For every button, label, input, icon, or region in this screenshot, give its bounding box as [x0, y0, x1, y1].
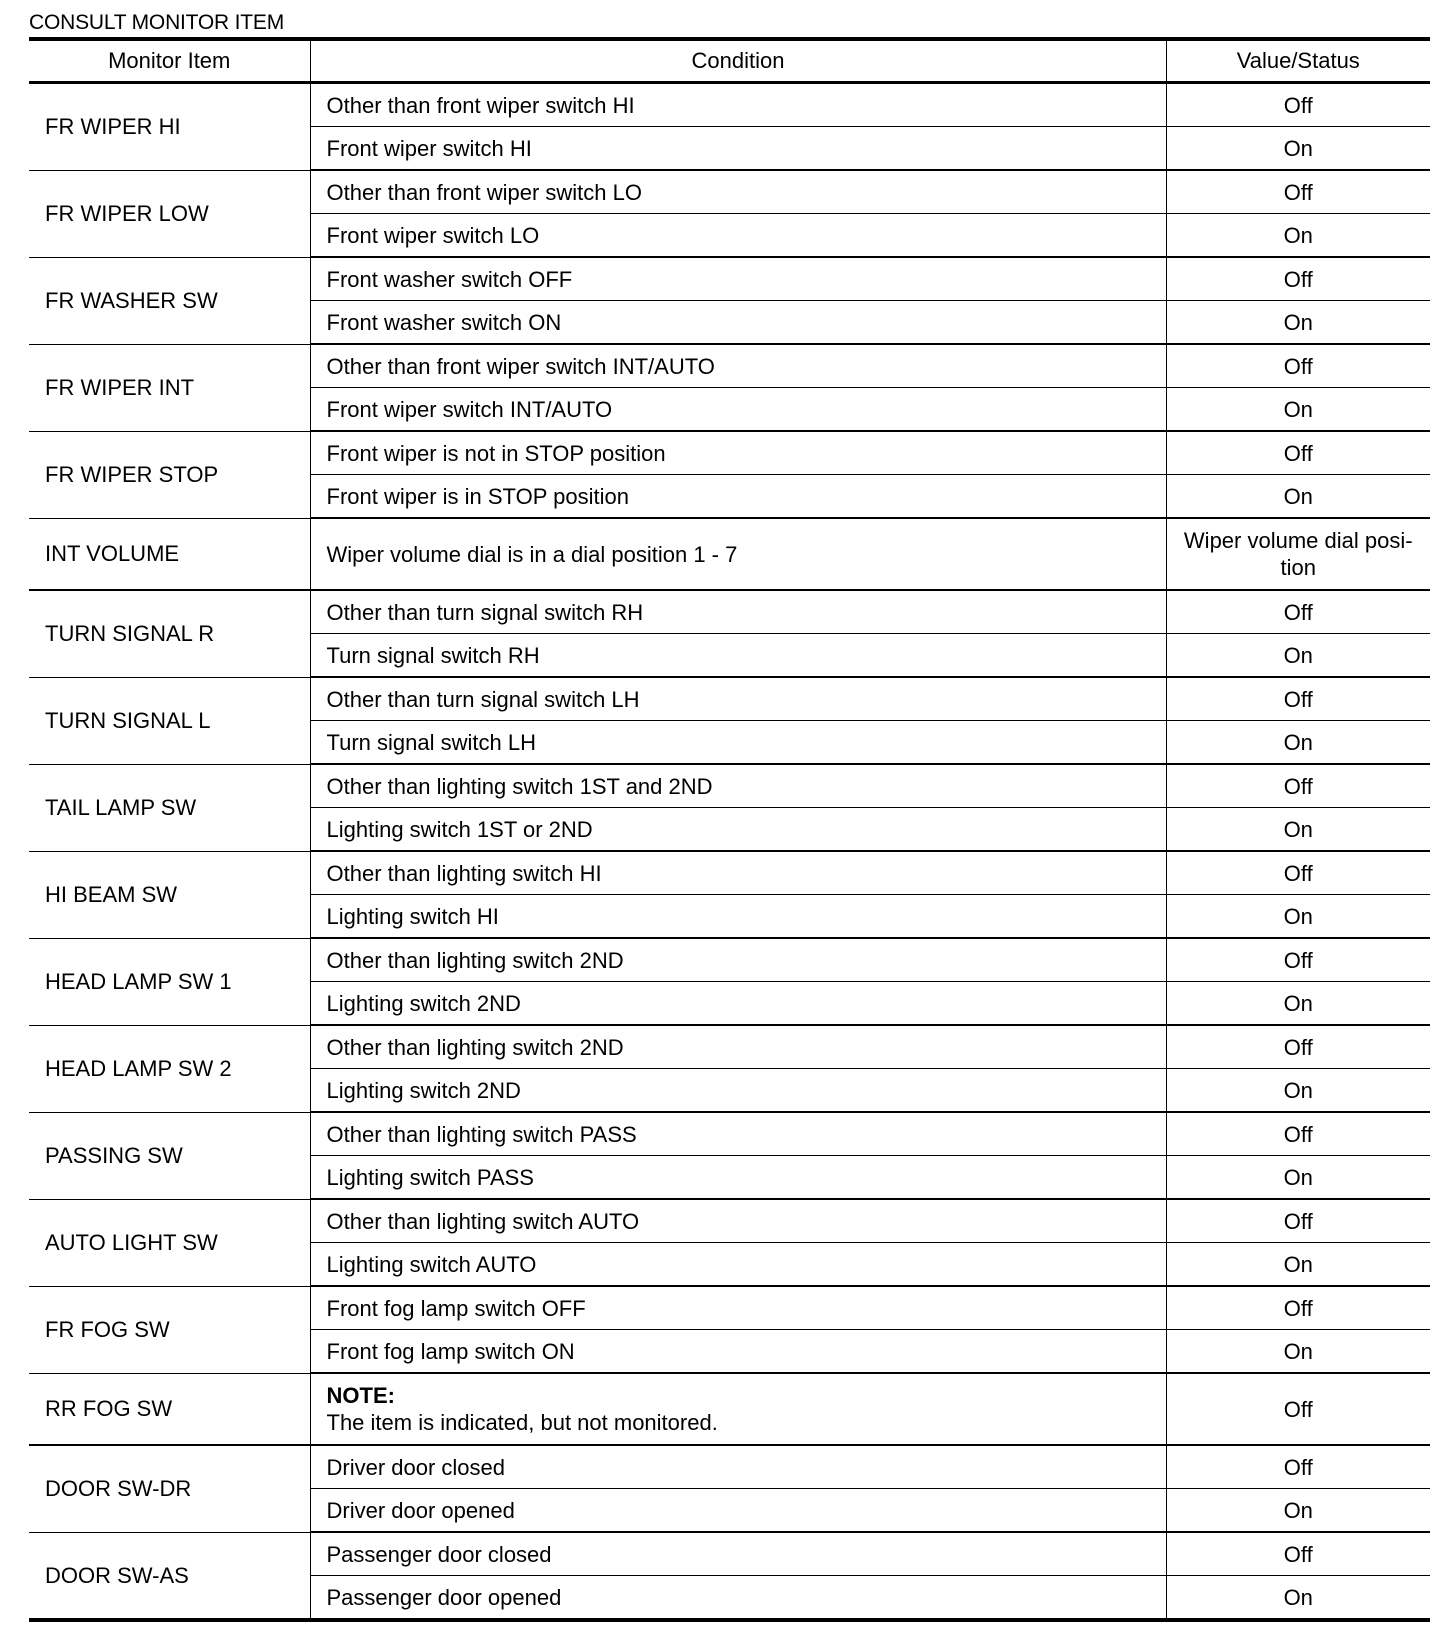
condition-cell: Other than front wiper switch LO	[310, 170, 1166, 214]
value-status-cell: On	[1166, 634, 1430, 678]
table-row	[29, 938, 1430, 982]
table-row	[29, 764, 1430, 808]
value-status-cell: Off	[1166, 83, 1430, 127]
table-row	[29, 431, 1430, 475]
monitor-item-cell: RR FOG SW	[29, 1373, 310, 1445]
condition-cell: Other than turn signal switch RH	[310, 590, 1166, 634]
value-status-cell: On	[1166, 1069, 1430, 1113]
condition-cell: Other than lighting switch 1ST and 2ND	[310, 764, 1166, 808]
table-row	[29, 83, 1430, 127]
condition-cell: Other than front wiper switch INT/AUTO	[310, 344, 1166, 388]
table-caption: CONSULT MONITOR ITEM	[29, 11, 285, 34]
value-status-cell: Off	[1166, 257, 1430, 301]
condition-cell: Passenger door closed	[310, 1532, 1166, 1576]
table-row	[29, 170, 1430, 214]
table-row	[29, 1199, 1430, 1243]
value-status-cell: Off	[1166, 431, 1430, 475]
monitor-item-cell: HI BEAM SW	[29, 851, 310, 938]
note-text: The item is indicated, but not monitored.	[326, 1410, 718, 1435]
table-row	[29, 677, 1430, 721]
table-row	[29, 1532, 1430, 1576]
value-status-cell: Wiper volume dial posi-tion	[1166, 518, 1430, 590]
table-row	[29, 1373, 1430, 1445]
table-row	[29, 257, 1430, 301]
value-status-cell: On	[1166, 895, 1430, 939]
value-status-cell: On	[1166, 214, 1430, 258]
table-row	[29, 1286, 1430, 1330]
condition-cell: Front fog lamp switch ON	[310, 1330, 1166, 1374]
condition-cell: Lighting switch 2ND	[310, 1069, 1166, 1113]
condition-cell: Other than lighting switch AUTO	[310, 1199, 1166, 1243]
table-header-row	[29, 39, 1430, 83]
condition-cell: Other than front wiper switch HI	[310, 83, 1166, 127]
condition-cell: Passenger door opened	[310, 1576, 1166, 1621]
table-row	[29, 344, 1430, 388]
condition-cell: Front wiper switch LO	[310, 214, 1166, 258]
monitor-item-cell: HEAD LAMP SW 2	[29, 1025, 310, 1112]
value-status-cell: On	[1166, 127, 1430, 171]
monitor-item-cell: PASSING SW	[29, 1112, 310, 1199]
value-status-cell: On	[1166, 1330, 1430, 1374]
condition-cell: Driver door opened	[310, 1489, 1166, 1533]
header-value-status: Value/Status	[1166, 39, 1430, 83]
header-monitor-item: Monitor Item	[29, 39, 310, 83]
value-status-cell: Off	[1166, 344, 1430, 388]
value-status-cell: Off	[1166, 590, 1430, 634]
table-row	[29, 1445, 1430, 1489]
table-row	[29, 1112, 1430, 1156]
monitor-item-cell: HEAD LAMP SW 1	[29, 938, 310, 1025]
condition-cell: Front wiper is not in STOP position	[310, 431, 1166, 475]
table-row	[29, 518, 1430, 590]
monitor-item-cell: FR WIPER STOP	[29, 431, 310, 518]
monitor-item-cell: FR FOG SW	[29, 1286, 310, 1373]
value-status-cell: Off	[1166, 1532, 1430, 1576]
value-status-cell: On	[1166, 1156, 1430, 1200]
monitor-item-cell: DOOR SW-AS	[29, 1532, 310, 1620]
monitor-item-cell: TURN SIGNAL L	[29, 677, 310, 764]
condition-cell: Lighting switch AUTO	[310, 1243, 1166, 1287]
condition-cell: Other than turn signal switch LH	[310, 677, 1166, 721]
value-status-cell: Off	[1166, 1112, 1430, 1156]
condition-cell: Lighting switch 2ND	[310, 982, 1166, 1026]
condition-cell: Wiper volume dial is in a dial position 1 - 7	[310, 518, 1166, 590]
value-status-cell: Off	[1166, 851, 1430, 895]
condition-note-cell	[310, 1373, 1166, 1445]
condition-cell: Other than lighting switch 2ND	[310, 1025, 1166, 1069]
value-status-cell: Off	[1166, 938, 1430, 982]
value-status-cell: On	[1166, 388, 1430, 432]
value-status-cell: On	[1166, 982, 1430, 1026]
monitor-item-cell: FR WIPER LOW	[29, 170, 310, 257]
table-body	[29, 83, 1430, 1621]
monitor-item-cell: INT VOLUME	[29, 518, 310, 590]
condition-cell: Front washer switch ON	[310, 301, 1166, 345]
value-status-cell: Off	[1166, 1286, 1430, 1330]
monitor-item-cell: AUTO LIGHT SW	[29, 1199, 310, 1286]
monitor-item-cell: FR WIPER HI	[29, 83, 310, 171]
value-status-cell: Off	[1166, 1445, 1430, 1489]
value-status-cell: On	[1283, 1584, 1313, 1610]
value-status-cell: On	[1166, 808, 1430, 852]
value-status-cell: Off	[1166, 764, 1430, 808]
value-status-cell: Off	[1166, 1373, 1430, 1445]
value-status-cell: On	[1166, 301, 1430, 345]
monitor-item-cell: TAIL LAMP SW	[29, 764, 310, 851]
condition-cell: Other than lighting switch PASS	[310, 1112, 1166, 1156]
note-label: NOTE:	[326, 1383, 395, 1408]
table-row	[29, 590, 1430, 634]
condition-cell: Front wiper is in STOP position	[310, 475, 1166, 519]
condition-cell: Front fog lamp switch OFF	[310, 1286, 1166, 1330]
table-row	[29, 851, 1430, 895]
condition-cell: Other than lighting switch HI	[310, 851, 1166, 895]
value-status-cell: Off	[1166, 1025, 1430, 1069]
value-status-cell: On	[1166, 1243, 1430, 1287]
condition-cell: Front wiper switch INT/AUTO	[310, 388, 1166, 432]
condition-cell: Front wiper switch HI	[310, 127, 1166, 171]
condition-cell: Lighting switch 1ST or 2ND	[310, 808, 1166, 852]
monitor-item-cell: FR WASHER SW	[29, 257, 310, 344]
value-status-cell: Off	[1166, 1199, 1430, 1243]
table-row	[29, 1025, 1430, 1069]
value-status-cell: Off	[1166, 677, 1430, 721]
header-condition: Condition	[310, 39, 1166, 83]
condition-cell: Driver door closed	[310, 1445, 1166, 1489]
value-status-cell: Off	[1166, 170, 1430, 214]
condition-cell: Front washer switch OFF	[310, 257, 1166, 301]
condition-cell: Turn signal switch RH	[310, 634, 1166, 678]
condition-cell: Other than lighting switch 2ND	[310, 938, 1166, 982]
value-status-cell: On	[1166, 475, 1430, 519]
monitor-item-cell: TURN SIGNAL R	[29, 590, 310, 677]
condition-cell: Turn signal switch LH	[310, 721, 1166, 765]
monitor-item-cell: FR WIPER INT	[29, 344, 310, 431]
consult-monitor-table	[29, 37, 1430, 1622]
condition-cell: Lighting switch PASS	[310, 1156, 1166, 1200]
condition-cell: Lighting switch HI	[310, 895, 1166, 939]
monitor-item-cell: DOOR SW-DR	[29, 1445, 310, 1532]
value-status-cell: On	[1166, 1489, 1430, 1533]
value-status-cell: On	[1166, 721, 1430, 765]
